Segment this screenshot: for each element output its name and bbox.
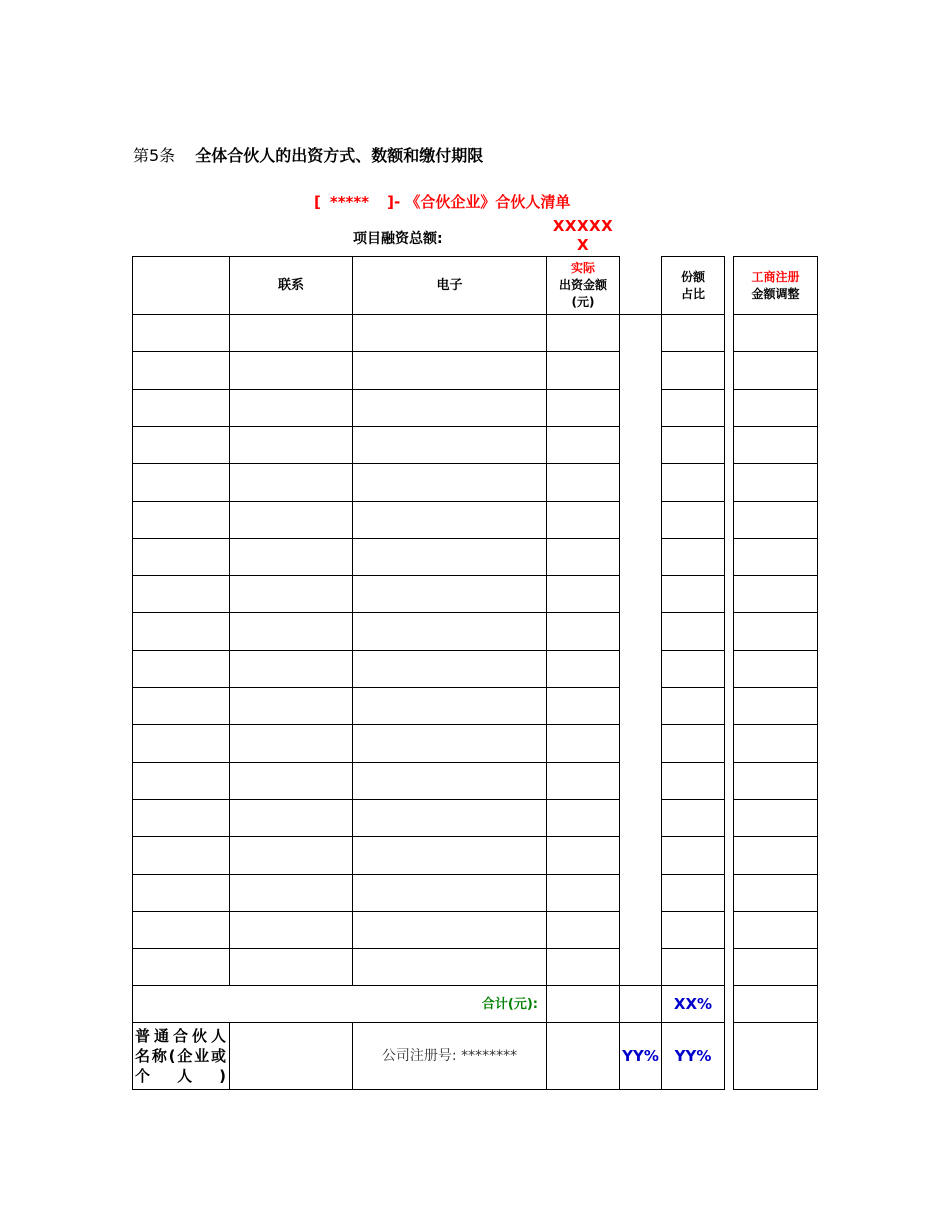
summary-label: 合计(元): <box>481 996 538 1012</box>
table-cell <box>352 501 547 539</box>
table-cell <box>229 538 353 576</box>
summary-share-value: XX% <box>673 994 713 1013</box>
table-cell <box>352 426 547 464</box>
article-number: 第5条 <box>133 146 176 165</box>
financing-total-value: XXXXXX <box>552 217 614 254</box>
table-cell <box>352 687 547 725</box>
table-cell <box>352 762 547 800</box>
header-cell-share-ratio <box>661 256 725 315</box>
table-cell <box>546 799 620 837</box>
table-cell <box>546 687 620 725</box>
table-cell <box>546 874 620 912</box>
table-cell <box>661 650 725 688</box>
table-cell <box>229 612 353 651</box>
summary-adjust-cell <box>733 985 818 1023</box>
table-cell <box>229 687 353 725</box>
header-cell-registration-adjust <box>733 256 818 315</box>
table-cell <box>546 351 620 390</box>
table-cell <box>352 314 547 352</box>
gp-pct-b: YY% <box>674 1046 712 1065</box>
blank-column <box>619 314 662 986</box>
table-cell <box>132 538 230 576</box>
header-actual-label: 实际 <box>570 261 595 275</box>
table-cell <box>352 836 547 875</box>
table-cell <box>546 762 620 800</box>
table-cell <box>352 724 547 763</box>
table-cell <box>352 351 547 390</box>
table-cell <box>733 762 818 800</box>
table-cell <box>661 836 725 875</box>
gp-reg-number: 公司注册号: ******** <box>381 1047 518 1064</box>
table-cell <box>733 351 818 390</box>
table-cell <box>132 724 230 763</box>
table-cell <box>132 687 230 725</box>
table-cell <box>132 426 230 464</box>
list-title <box>314 191 570 212</box>
article-heading <box>133 143 483 166</box>
table-cell <box>661 948 725 986</box>
table-cell <box>132 314 230 352</box>
header-email-label: 电子 <box>436 278 463 293</box>
table-cell <box>352 575 547 613</box>
table-cell <box>661 911 725 949</box>
table-cell <box>352 650 547 688</box>
table-cell <box>546 463 620 502</box>
table-cell <box>733 687 818 725</box>
table-cell <box>546 389 620 427</box>
table-cell <box>229 463 353 502</box>
table-cell <box>352 389 547 427</box>
header-ratio-label: 占比 <box>680 286 705 301</box>
table-cell <box>132 911 230 949</box>
table-cell <box>352 612 547 651</box>
table-cell <box>733 538 818 576</box>
table-cell <box>661 724 725 763</box>
table-cell <box>733 314 818 352</box>
table-cell <box>546 426 620 464</box>
table-cell <box>661 538 725 576</box>
table-cell <box>229 799 353 837</box>
table-cell <box>132 762 230 800</box>
table-cell <box>733 501 818 539</box>
table-cell <box>132 501 230 539</box>
summary-label-cell <box>132 985 547 1023</box>
table-cell <box>229 650 353 688</box>
table-cell <box>352 911 547 949</box>
table-cell <box>229 501 353 539</box>
table-cell <box>352 538 547 576</box>
table-cell <box>132 612 230 651</box>
summary-amount-cell <box>546 985 620 1023</box>
table-cell <box>352 874 547 912</box>
table-cell <box>733 874 818 912</box>
table-cell <box>733 612 818 651</box>
gp-contact-cell <box>229 1022 353 1090</box>
table-cell <box>546 836 620 875</box>
table-cell <box>661 687 725 725</box>
gp-pct-b-cell <box>661 1022 725 1090</box>
header-cell-name <box>132 256 230 315</box>
table-cell <box>661 351 725 390</box>
table-cell <box>132 874 230 912</box>
list-title-bracket: [ <box>314 193 321 211</box>
table-cell <box>546 314 620 352</box>
table-cell <box>733 575 818 613</box>
table-cell <box>661 501 725 539</box>
gp-pct-a-cell <box>619 1022 662 1090</box>
table-cell <box>661 426 725 464</box>
table-cell <box>229 575 353 613</box>
table-cell <box>733 650 818 688</box>
table-cell <box>661 762 725 800</box>
list-title-placeholder: ***** <box>329 193 370 211</box>
table-cell <box>733 911 818 949</box>
table-cell <box>661 389 725 427</box>
table-cell <box>229 911 353 949</box>
table-cell <box>661 799 725 837</box>
table-cell <box>352 948 547 986</box>
table-cell <box>661 463 725 502</box>
table-cell <box>229 724 353 763</box>
table-cell <box>733 389 818 427</box>
table-cell <box>229 426 353 464</box>
table-cell <box>733 948 818 986</box>
gp-label: 普通合伙人名称(企业或个人) <box>135 1027 227 1085</box>
table-cell <box>229 762 353 800</box>
table-cell <box>546 724 620 763</box>
table-cell <box>661 575 725 613</box>
table-cell <box>546 538 620 576</box>
summary-share-cell <box>661 985 725 1023</box>
gp-reg-cell <box>352 1022 547 1090</box>
table-cell <box>546 575 620 613</box>
summary-blank-cell <box>619 985 662 1023</box>
table-cell <box>546 501 620 539</box>
table-cell <box>661 874 725 912</box>
table-cell <box>546 911 620 949</box>
header-cell-blank <box>619 256 662 315</box>
header-contact-label: 联系 <box>277 278 304 293</box>
table-cell <box>229 836 353 875</box>
table-cell <box>546 948 620 986</box>
table-cell <box>229 389 353 427</box>
table-cell <box>661 314 725 352</box>
table-cell <box>661 612 725 651</box>
table-cell <box>352 463 547 502</box>
header-share-label: 份额 <box>680 269 705 284</box>
table-cell <box>229 314 353 352</box>
table-cell <box>352 799 547 837</box>
table-cell <box>546 612 620 651</box>
gp-label-cell <box>132 1022 230 1090</box>
header-registration-label: 工商注册 <box>751 269 800 284</box>
table-cell <box>229 874 353 912</box>
table-cell <box>132 948 230 986</box>
article-title: 全体合伙人的出资方式、数额和缴付期限 <box>195 146 484 165</box>
table-cell <box>546 650 620 688</box>
table-cell <box>132 575 230 613</box>
table-cell <box>132 799 230 837</box>
table-cell <box>132 650 230 688</box>
header-unit-label: (元) <box>571 295 595 309</box>
table-cell <box>733 724 818 763</box>
table-cell <box>733 426 818 464</box>
gp-pct-a: YY% <box>622 1046 659 1065</box>
table-cell <box>132 836 230 875</box>
table-cell <box>733 463 818 502</box>
table-cell <box>132 351 230 390</box>
table-cell <box>229 351 353 390</box>
table-cell <box>132 463 230 502</box>
table-cell <box>733 799 818 837</box>
header-amount-label: 出资金额 <box>558 278 607 292</box>
header-cell-actual-amount <box>546 256 620 315</box>
list-title-suffix: ]- 《合伙企业》合伙人清单 <box>387 193 571 211</box>
gp-adjust-cell <box>733 1022 818 1090</box>
table-cell <box>132 389 230 427</box>
table-cell <box>229 948 353 986</box>
financing-total-label: 项目融资总额: <box>353 231 443 247</box>
header-adjust-label: 金额调整 <box>751 286 800 301</box>
gp-amount-cell <box>546 1022 620 1090</box>
header-cell-contact <box>229 256 353 315</box>
table-cell <box>733 836 818 875</box>
header-cell-email <box>352 256 547 315</box>
